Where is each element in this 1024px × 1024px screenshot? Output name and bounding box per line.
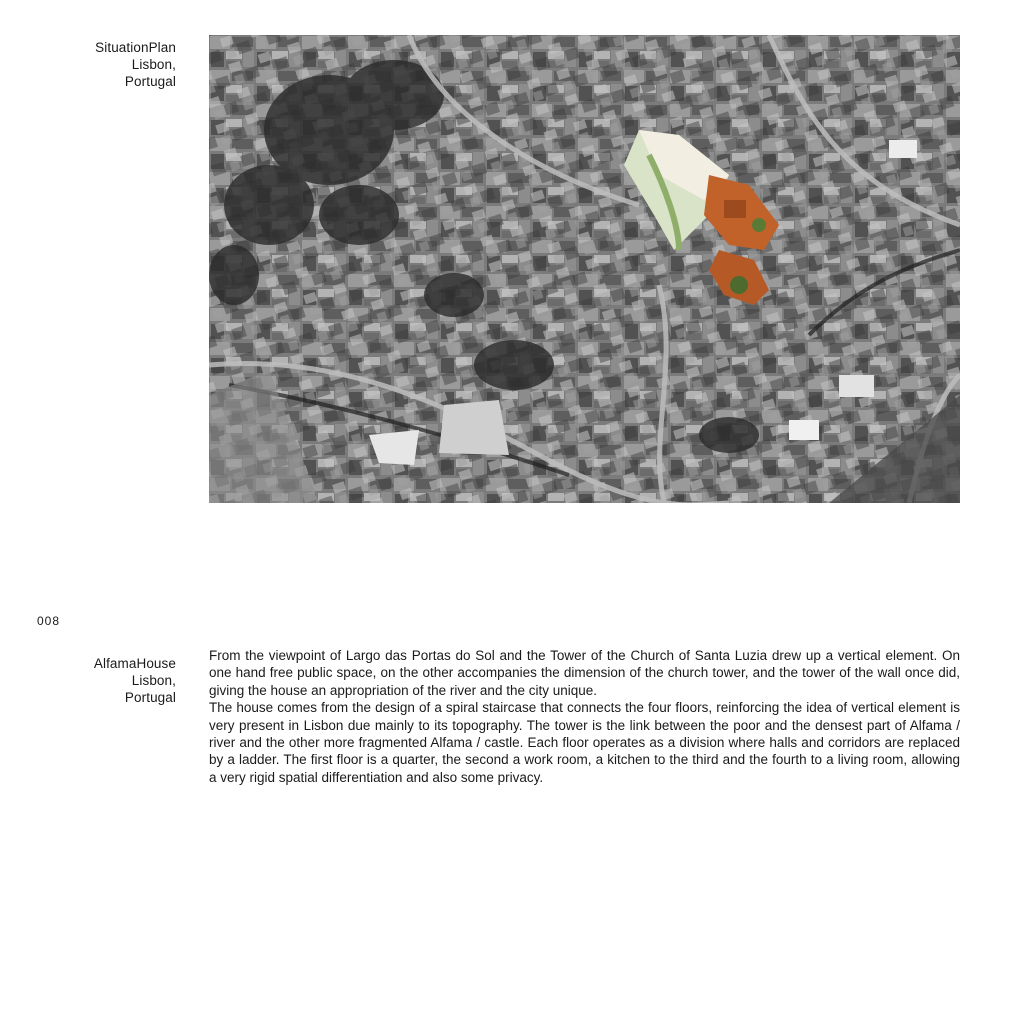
- situation-plan-city: Lisbon,: [131, 57, 176, 72]
- project-caption: [94, 655, 176, 706]
- project-description: [209, 647, 960, 786]
- page-number: 008: [37, 614, 61, 628]
- project-country: Portugal: [124, 690, 176, 705]
- project-title: AlfamaHouse: [93, 656, 176, 671]
- situation-plan-title: SituationPlan: [95, 40, 176, 55]
- description-paragraph-1: From the viewpoint of Largo das Portas do Sol and the Tower of the Church of Santa Luzia drew up a vertical element. On one hand free public space, on the other accompanies the dimension of the church tower, and the tower of the wall once did, giving the house an appropriation of the river and the city unique.: [209, 648, 960, 698]
- situation-plan-country: Portugal: [124, 74, 176, 89]
- aerial-photo: [209, 35, 960, 503]
- description-paragraph-2: The house comes from the design of a spiral staircase that connects the four floors, reinforcing the idea of vertical element is very present in Lisbon due mainly to its topography. The tower is the link between the poor and the densest part of Alfama / river and the other more fragmented Alfama / castle. Each floor operates as a division where halls and corridors are replaced by a ladder. The first floor is a quarter, the second a work room, a kitchen to the third and the fourth to a living room, allowing a very rigid spatial differentiation and also some privacy.: [209, 700, 960, 785]
- project-city: Lisbon,: [131, 673, 176, 688]
- situation-plan-caption: [95, 39, 176, 90]
